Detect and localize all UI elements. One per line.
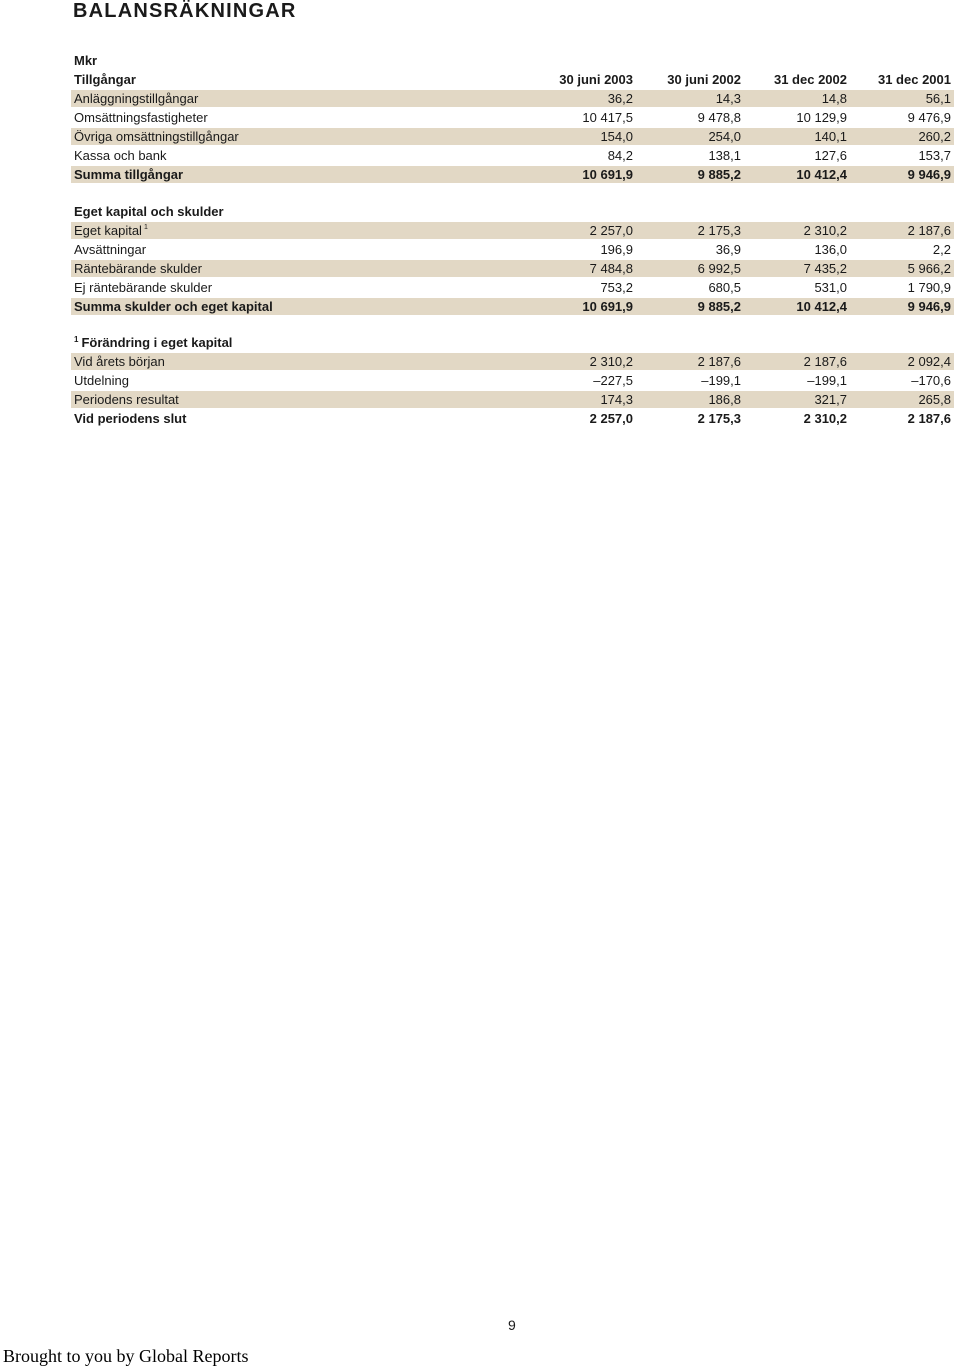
cell-value: 7 435,2 <box>803 261 847 276</box>
equity-change-header-text: Förändring i eget kapital <box>81 335 233 350</box>
footnote-marker: 1 <box>143 224 148 231</box>
cell-value: 10 691,9 <box>582 299 633 314</box>
footnote-marker: 1 <box>74 335 79 344</box>
table-row <box>71 353 954 370</box>
page-title: BALANSRÄKNINGAR <box>73 0 297 22</box>
cell-value: –227,5 <box>593 373 633 388</box>
cell-value: 6 992,5 <box>697 261 741 276</box>
cell-value: 5 966,2 <box>907 261 951 276</box>
row-label: Övriga omsättningstillgångar <box>74 129 239 144</box>
cell-value: 10 412,4 <box>796 299 847 314</box>
cell-value: 14,3 <box>715 91 741 106</box>
assets-header: Tillgångar <box>74 72 136 87</box>
liabilities-header: Eget kapital och skulder <box>74 204 224 219</box>
table-row <box>71 147 954 164</box>
cell-value: 2 310,2 <box>803 223 847 238</box>
table-row <box>71 90 954 107</box>
equity-change-table <box>71 334 954 429</box>
cell-value: 753,2 <box>600 280 633 295</box>
cell-value: 136,0 <box>814 242 847 257</box>
table-row <box>71 372 954 389</box>
cell-value: 2 187,6 <box>697 354 741 369</box>
section-header-row <box>71 334 954 351</box>
row-label: Ej räntebärande skulder <box>74 280 213 295</box>
cell-value: 153,7 <box>918 148 951 163</box>
cell-value: 36,9 <box>715 242 741 257</box>
cell-value: 2 175,3 <box>697 223 741 238</box>
row-label: Kassa och bank <box>74 148 167 163</box>
cell-value: 10 691,9 <box>582 167 633 182</box>
cell-value: 2 187,6 <box>803 354 847 369</box>
table-row <box>71 241 954 258</box>
table-row <box>71 222 954 239</box>
column-header: 31 dec 2001 <box>877 72 951 87</box>
cell-value: –199,1 <box>701 373 741 388</box>
assets-table <box>71 52 954 185</box>
cell-value: 2 187,6 <box>907 223 951 238</box>
column-header: 30 juni 2003 <box>559 72 633 87</box>
column-header: 31 dec 2002 <box>773 72 847 87</box>
row-label: Omsättningsfastigheter <box>74 110 208 125</box>
cell-value: 2 257,0 <box>589 223 633 238</box>
section-header-row <box>71 203 954 220</box>
unit-row <box>71 52 954 69</box>
row-label: Anläggningstillgångar <box>74 91 199 106</box>
cell-value: 196,9 <box>600 242 633 257</box>
cell-value: 36,2 <box>607 91 633 106</box>
row-label: Utdelning <box>74 373 129 388</box>
cell-value: –199,1 <box>807 373 847 388</box>
cell-value: 260,2 <box>918 129 951 144</box>
cell-value: 84,2 <box>607 148 633 163</box>
cell-value: 9 946,9 <box>907 167 951 182</box>
cell-value: 9 946,9 <box>907 299 951 314</box>
row-label: Vid periodens slut <box>74 411 187 426</box>
cell-value: 9 476,9 <box>907 110 951 125</box>
footer-credit: Brought to you by Global Reports <box>3 1346 249 1366</box>
cell-value: 7 484,8 <box>589 261 633 276</box>
column-header: 30 juni 2002 <box>667 72 741 87</box>
equity-change-header <box>74 334 232 351</box>
cell-value: 265,8 <box>918 392 951 407</box>
cell-value: 127,6 <box>814 148 847 163</box>
cell-value: 154,0 <box>600 129 633 144</box>
table-row <box>71 391 954 408</box>
cell-value: 10 417,5 <box>582 110 633 125</box>
unit-label: Mkr <box>74 53 98 68</box>
cell-value: 680,5 <box>708 280 741 295</box>
row-label: Vid årets början <box>74 354 165 369</box>
cell-value: 10 129,9 <box>796 110 847 125</box>
cell-value: 254,0 <box>708 129 741 144</box>
row-label: Periodens resultat <box>74 392 179 407</box>
total-row <box>71 410 954 427</box>
cell-value: 56,1 <box>925 91 951 106</box>
total-row <box>71 166 954 183</box>
cell-value: 186,8 <box>708 392 741 407</box>
cell-value: 9 885,2 <box>697 167 741 182</box>
table-row <box>71 260 954 277</box>
cell-value: –170,6 <box>911 373 951 388</box>
cell-value: 1 790,9 <box>907 280 951 295</box>
cell-value: 9 478,8 <box>697 110 741 125</box>
cell-value: 174,3 <box>600 392 633 407</box>
cell-value: 2 187,6 <box>907 411 951 426</box>
cell-value: 531,0 <box>814 280 847 295</box>
cell-value: 2,2 <box>932 242 951 257</box>
table-row <box>71 279 954 296</box>
column-header-row <box>71 71 954 88</box>
cell-value: 2 257,0 <box>589 411 633 426</box>
cell-value: 321,7 <box>814 392 847 407</box>
cell-value: 9 885,2 <box>697 299 741 314</box>
cell-value: 2 175,3 <box>697 411 741 426</box>
row-label-text: Eget kapital <box>74 223 142 238</box>
row-label <box>74 222 148 239</box>
page-number: 9 <box>508 1317 516 1333</box>
cell-value: 140,1 <box>814 129 847 144</box>
total-row <box>71 298 954 315</box>
cell-value: 138,1 <box>708 148 741 163</box>
liabilities-table <box>71 203 954 317</box>
row-label: Summa tillgångar <box>74 167 184 182</box>
cell-value: 14,8 <box>821 91 847 106</box>
cell-value: 2 310,2 <box>803 411 847 426</box>
row-label: Räntebärande skulder <box>74 261 202 276</box>
table-row <box>71 128 954 145</box>
row-label: Summa skulder och eget kapital <box>74 299 273 314</box>
cell-value: 2 310,2 <box>589 354 633 369</box>
cell-value: 2 092,4 <box>907 354 951 369</box>
table-row <box>71 109 954 126</box>
cell-value: 10 412,4 <box>796 167 847 182</box>
row-label: Avsättningar <box>74 242 147 257</box>
